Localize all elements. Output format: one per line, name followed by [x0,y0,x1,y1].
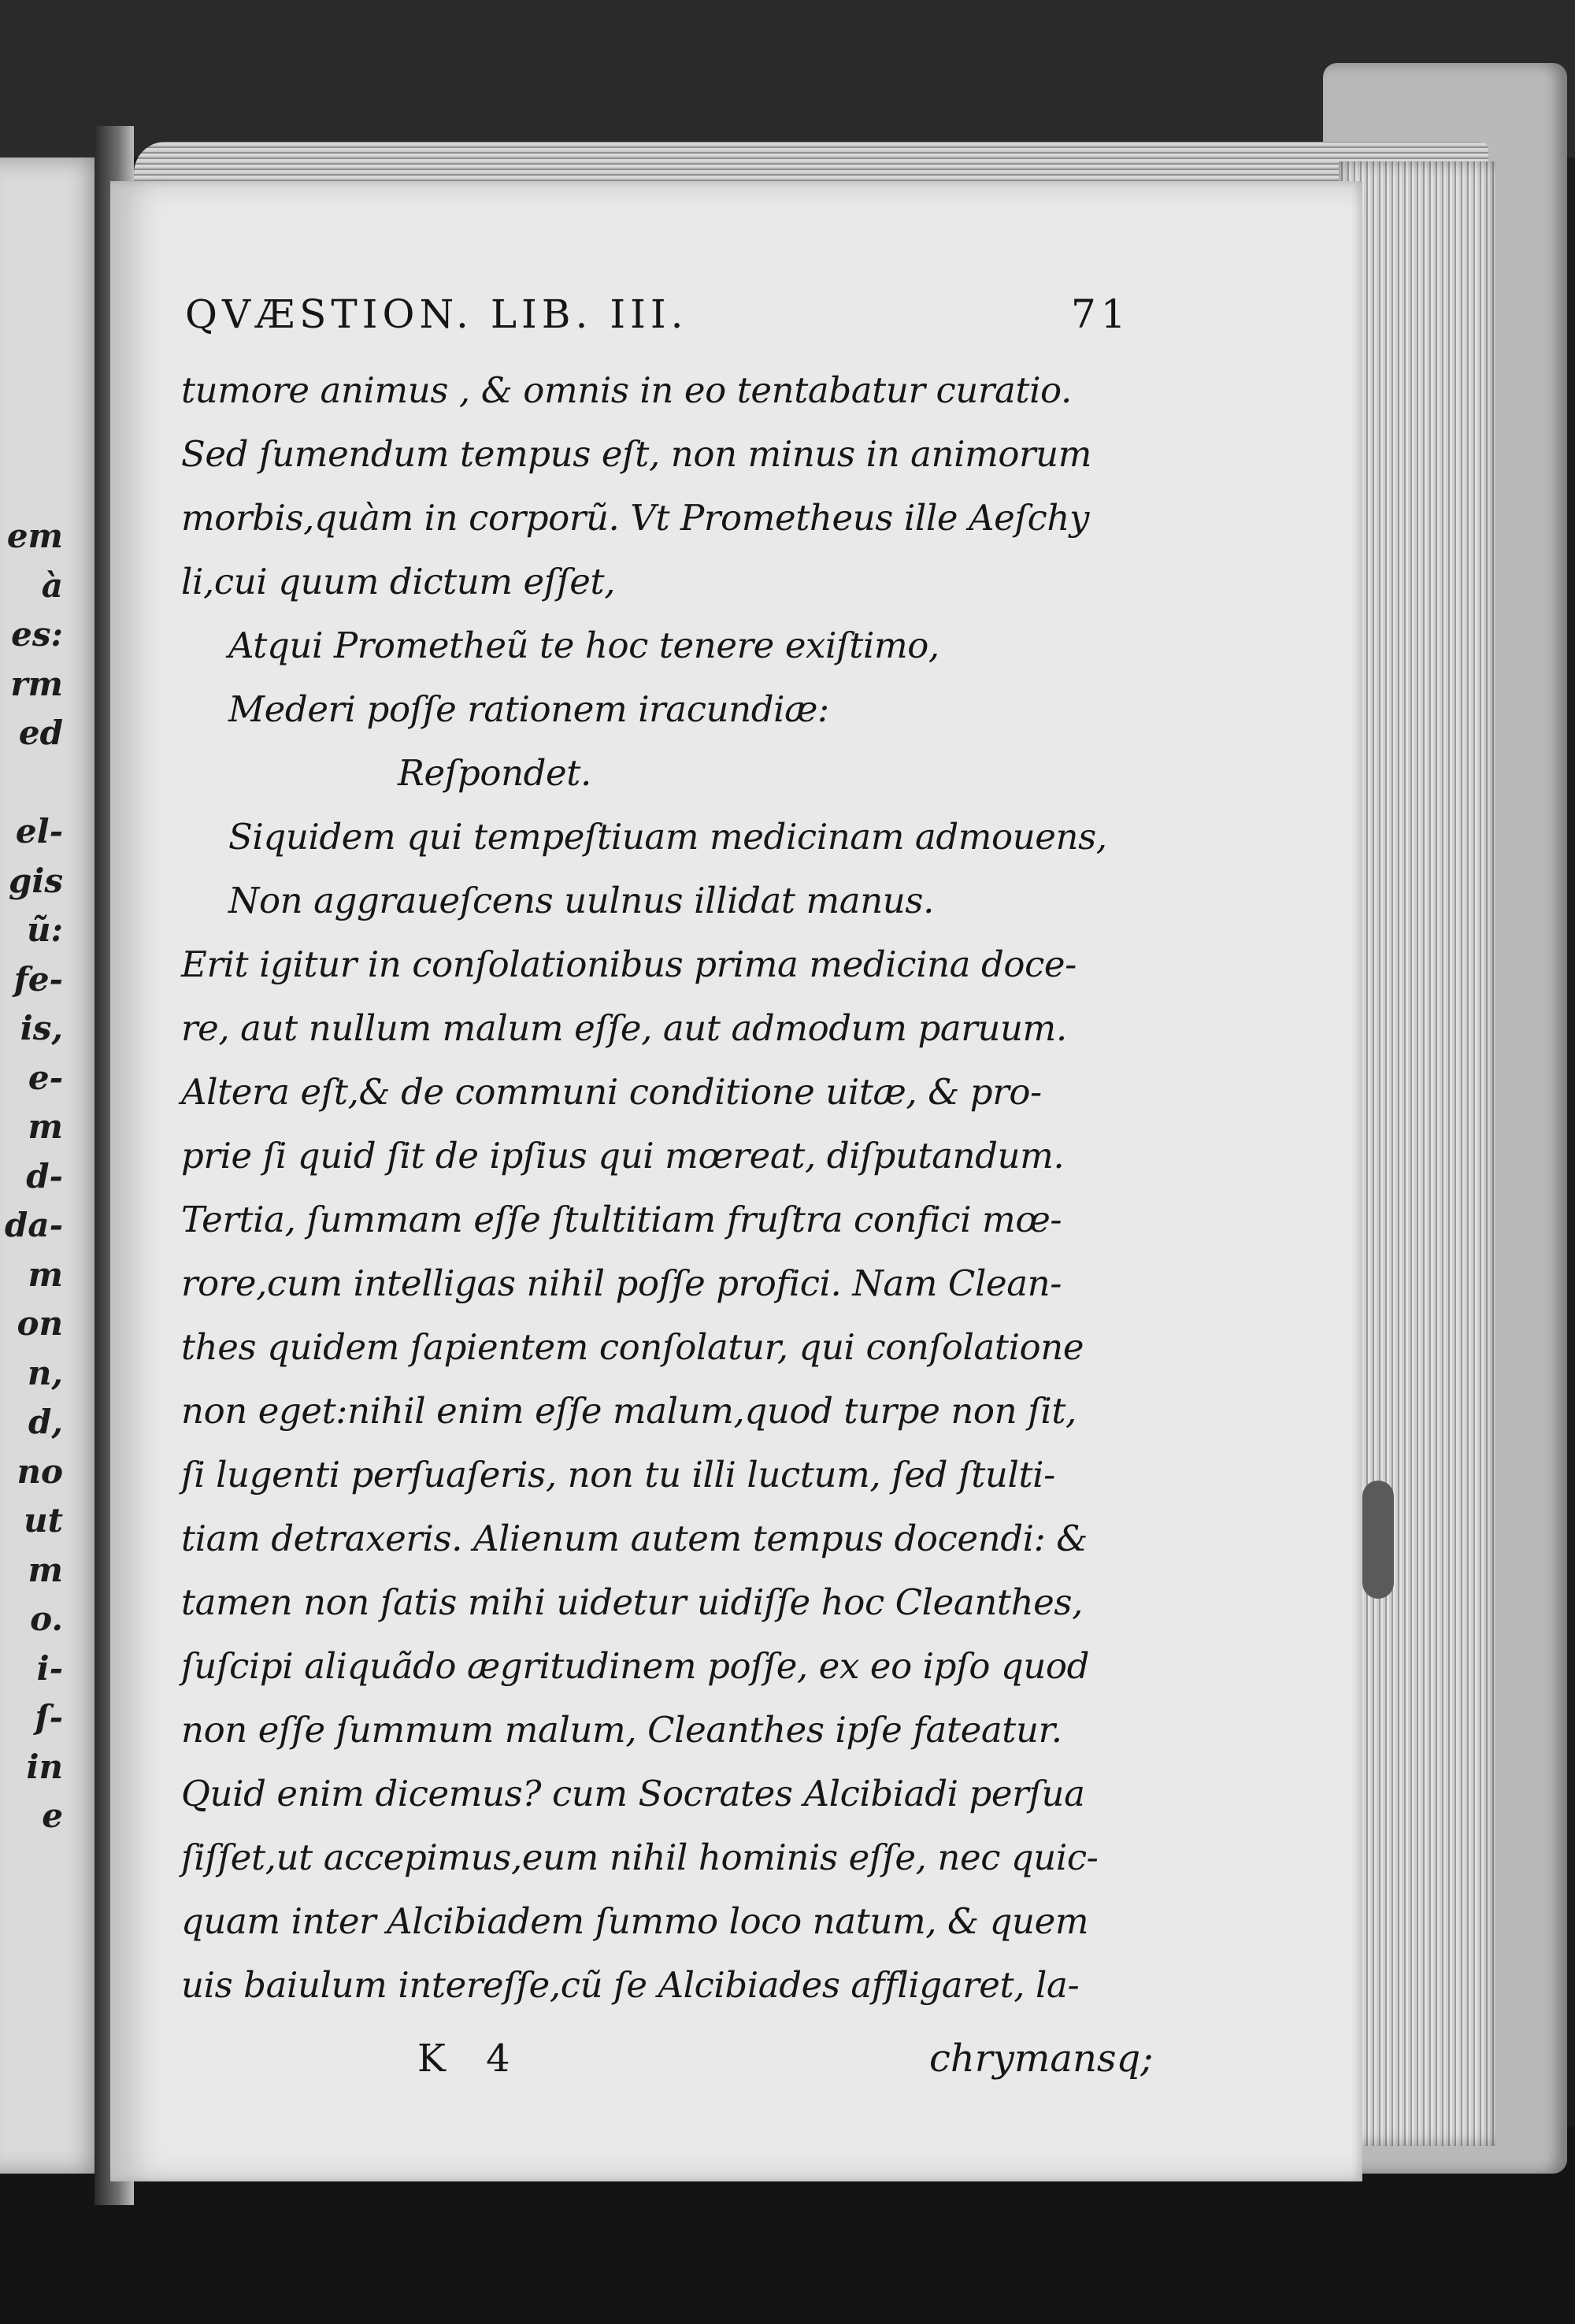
margin-fragment: d, [28,1403,63,1441]
margin-fragment: d- [26,1156,63,1195]
text-line: Siquidem qui tempeſtiuam medicinam admouens, [228,816,1107,858]
text-line: Reſpondet. [398,752,591,794]
text-line: rore,cum intelligas nihil poſſe profici. Nam Clean- [181,1262,1062,1304]
text-line: tamen non ſatis mihi uidetur uidiſſe hoc Cleanthes, [181,1581,1084,1623]
text-line: non eſſe ſummum malum, Cleanthes ipſe fateatur. [181,1709,1062,1751]
body-text [181,358,1197,2017]
page-number: 71 [1071,291,1131,337]
running-title: QVÆSTION. LIB. III. [185,291,688,337]
text-line: ſuſcipi aliquãdo ægritudinem poſſe, ex eo ipſo quod [181,1645,1090,1687]
margin-fragment: rm [10,664,63,703]
margin-fragment: ut [24,1501,63,1540]
margin-fragment: fe- [13,959,63,999]
margin-fragment: e- [28,1058,63,1097]
right-page [110,181,1362,2181]
margin-fragment: ſ- [35,1698,63,1737]
text-line: li,cui quum dictum eſſet, [181,561,616,602]
margin-fragment: i- [36,1648,63,1688]
margin-fragment: m [28,1107,63,1146]
text-line: ſi lugenti perſuaſeris, non tu illi luctum, ſed ſtulti- [181,1454,1055,1496]
text-line: thes quidem ſapientem conſolatur, qui conſolatione [181,1326,1084,1368]
margin-fragment: is, [20,1009,63,1047]
text-line: non eget:nihil enim eſſe malum,quod turpe non ſit, [181,1390,1077,1432]
text-line: prie ſi quid ſit de ipſius qui mœreat, diſputandum. [181,1135,1065,1177]
margin-fragment: em [6,517,63,555]
margin-fragment: m [28,1255,63,1294]
text-line: Quid enim dicemus? cum Socrates Alcibiadi perſua [181,1773,1085,1814]
text-line: Non aggraueſcens uulnus illidat manus. [228,880,934,921]
text-line: Tertia, ſummam eſſe ſtultitiam fruſtra confici mœ- [181,1199,1062,1240]
text-line: re, aut nullum malum eſſe, aut admodum paruum. [181,1007,1067,1049]
margin-fragment [0,758,63,808]
margin-fragment: on [17,1304,63,1343]
margin-fragment: n, [27,1353,63,1392]
signature-mark: K 4 [417,2037,524,2081]
margin-fragment: m [28,1550,63,1589]
margin-fragment: o. [30,1599,63,1638]
margin-fragment: gis [9,861,63,900]
margin-fragment: no [17,1451,63,1491]
margin-fragment: es: [11,615,63,654]
text-line: tumore animus , & omnis in eo tentabatur curatio. [181,369,1072,411]
text-line: uis baiulum intereſſe,cũ ſe Alcibiades affligaret, la- [181,1964,1080,2006]
margin-fragment: ed [18,714,63,752]
text-line: Erit igitur in conſolationibus prima medicina doce- [181,943,1077,985]
text-line: Sed ſumendum tempus eſt, non minus in animorum [181,433,1091,475]
text-line: Altera eſt,& de communi conditione uitæ, & pro- [181,1071,1042,1113]
catchword: chrymansq; [929,2037,1154,2081]
left-page [0,158,110,2174]
text-line: quam inter Alcibiadem ſummo loco natum, & quem [181,1900,1089,1942]
left-page-line-endings [0,512,63,1841]
page-block-fore-edge [1339,161,1496,2146]
text-line: ſiſſet,ut accepimus,eum nihil hominis eſſe, nec quic- [181,1837,1099,1878]
margin-fragment: ũ: [26,910,63,949]
margin-fragment: da- [4,1206,63,1244]
margin-fragment: e [42,1796,63,1835]
text-line: Atqui Prometheũ te hoc tenere exiſtimo, [228,625,939,666]
text-line: Mederi poſſe rationem iracundiæ: [228,688,829,730]
margin-fragment: in [26,1747,63,1786]
direction-line [181,2025,1197,2096]
margin-fragment: el- [15,812,63,851]
page-damage [1362,1481,1394,1599]
page-text-block [181,284,1197,2096]
text-line: morbis,quàm in corporũ. Vt Prometheus ille Aeſchy [181,497,1089,539]
margin-fragment: à [41,565,63,605]
running-head [181,284,1197,358]
text-line: tiam detraxeris. Alienum autem tempus docendi: & [181,1518,1088,1559]
